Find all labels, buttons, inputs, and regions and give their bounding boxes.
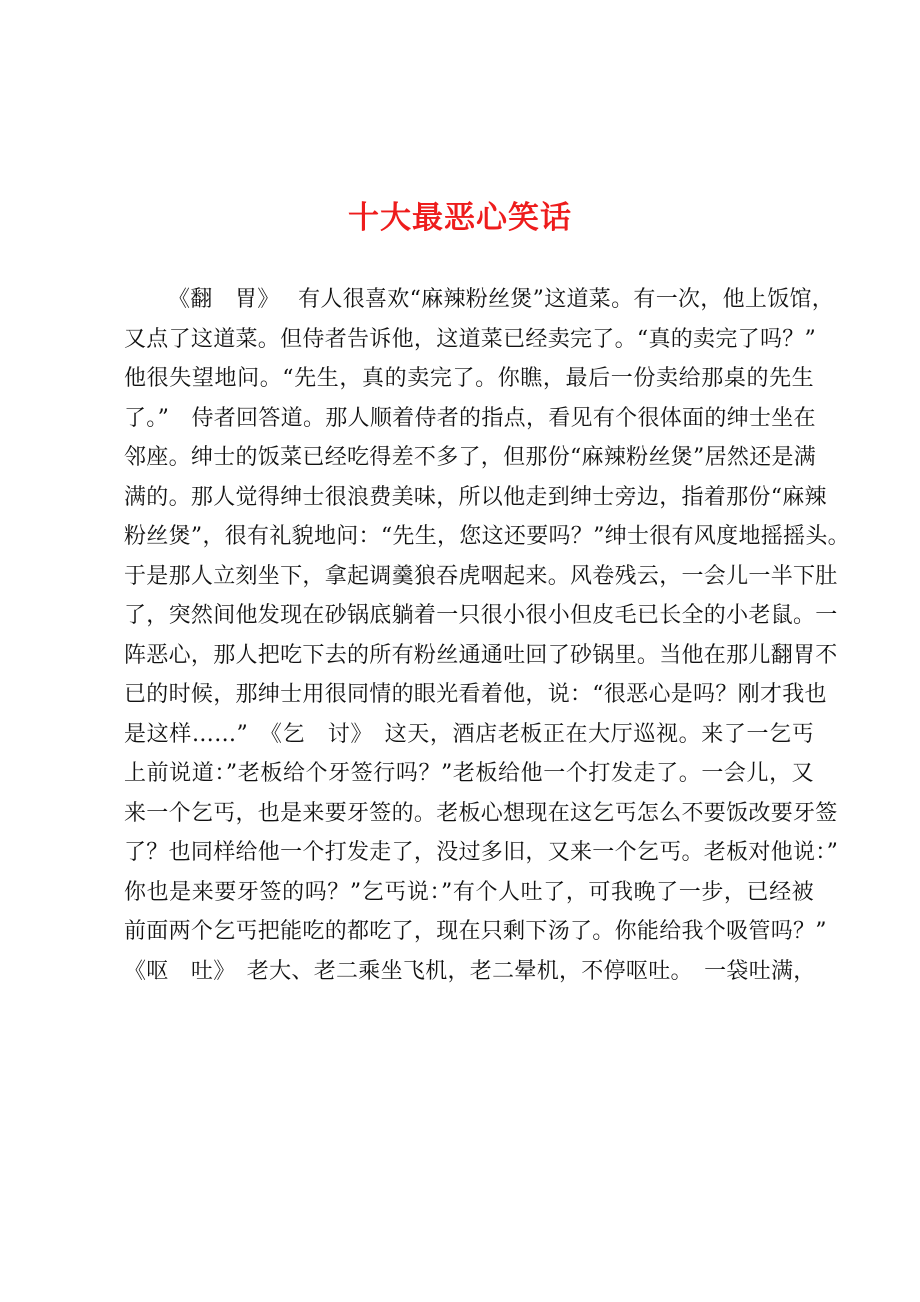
text-line: 他很失望地问。“先生，真的卖完了。你瞧，最后一份卖给那桌的先生 [124, 366, 814, 391]
text-line: 已的时候，那绅士用很同情的眼光看着他，说：“很恶心是吗？刚才我也 [124, 682, 827, 707]
text-line: 阵恶心，那人把吃下去的所有粉丝通通吐回了砂锅里。当他在那儿翻胃不 [124, 642, 838, 668]
text-line: 是这样……” 《乞 讨》 这天，酒店老板正在大厅巡视。来了一乞丐 [124, 721, 814, 747]
document-body [124, 280, 850, 991]
text-line: 前面两个乞丐把能吃的都吃了，现在只剩下汤了。你能给我个吸管吗？” [124, 919, 827, 944]
text-line: 了。” 侍者回答道。那人顺着侍者的指点，看见有个很体面的绅士坐在 [124, 405, 816, 431]
text-line: 粉丝煲”，很有礼貌地问：“先生，您这还要吗？”绅士很有风度地摇摇头。 [124, 524, 850, 549]
text-line: 你也是来要牙签的吗？”乞丐说：”有个人吐了，可我晚了一步，已经被 [124, 879, 814, 905]
text-line: 了？也同样给他一个打发走了，没过多旧，又来一个乞丐。老板对他说：” [124, 840, 839, 865]
text-line: 邻座。绅士的饭菜已经吃得差不多了，但那份“麻辣粉丝煲”居然还是满 [124, 445, 817, 470]
text-line: 上前说道：”老板给个牙签行吗？”老板给他一个打发走了。一会儿，又 [124, 761, 814, 786]
text-line: 《翻 胃》 有人很喜欢“麻辣粉丝煲”这道菜。有一次，他上饭馆， [168, 287, 835, 312]
text-line: 《呕 吐》 老大、老二乘坐飞机，老二晕机，不停呕吐。 一袋吐满， [124, 958, 816, 984]
text-line: 来一个乞丐，也是来要牙签的。老板心想现在这乞丐怎么不要饭改要牙签 [124, 800, 838, 826]
text-line: 于是那人立刻坐下，拿起调羹狼吞虎咽起来。风卷残云，一会儿一半下肚 [124, 563, 838, 589]
document-title: 十大最恶心笑话 [348, 200, 572, 236]
text-line: 满的。那人觉得绅士很浪费美味，所以他走到绅士旁边，指着那份“麻辣 [124, 484, 827, 510]
text-line: 又点了这道菜。但侍者告诉他，这道菜已经卖完了。“真的卖完了吗？” [124, 326, 817, 352]
text-line: 了，突然间他发现在砂锅底躺着一只很小很小但皮毛已长全的小老鼠。一 [124, 603, 838, 628]
